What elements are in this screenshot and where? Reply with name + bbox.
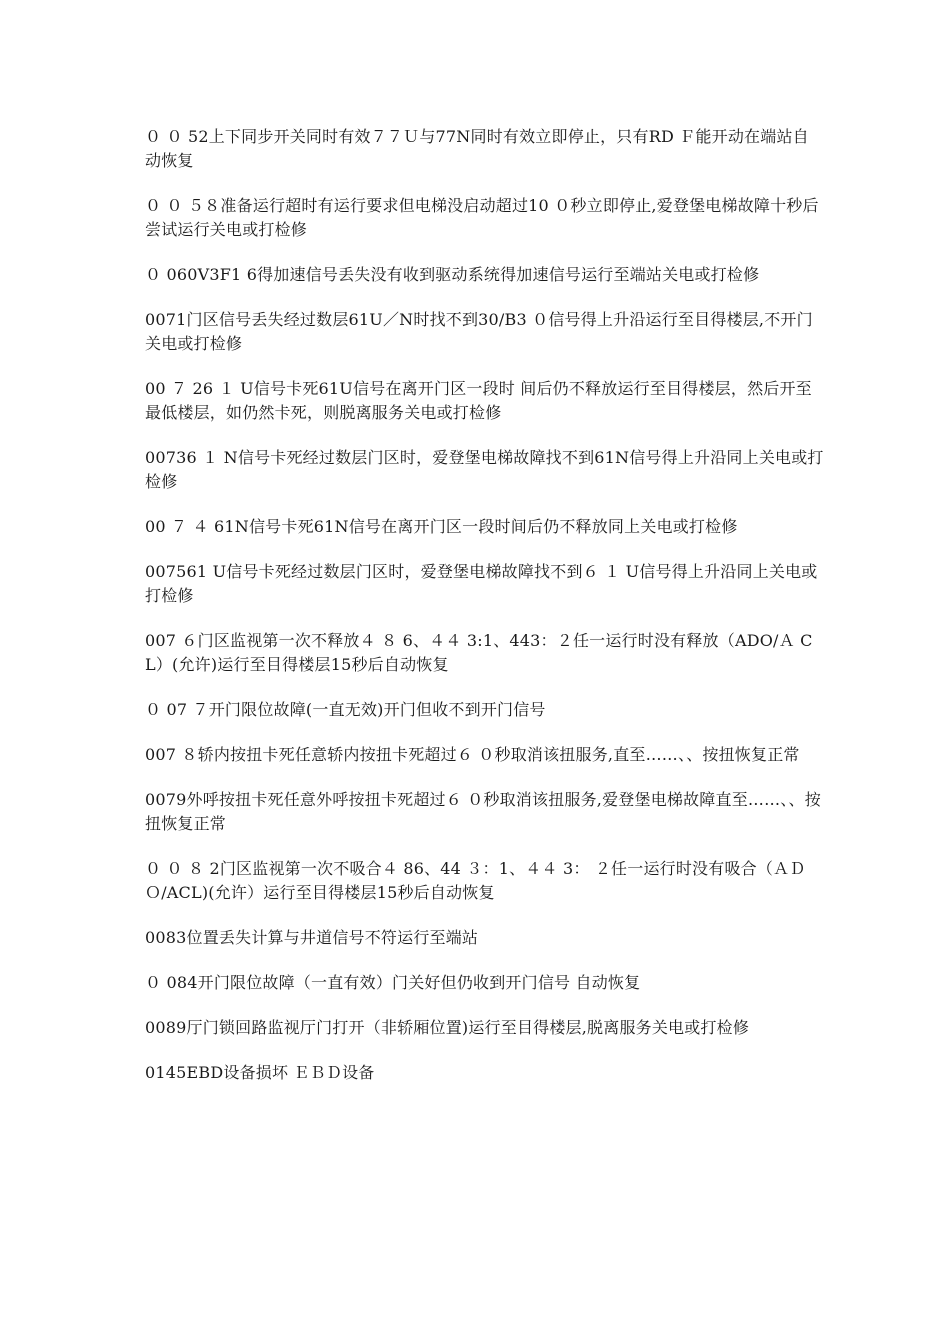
fault-code-paragraph: ０ ０ ５８准备运行超时有运行要求但电梯没启动超过10 ０秒立即停止,爱登堡电梯故障十秒后尝试运行关电或打检修 [145, 196, 819, 239]
fault-code-paragraph: 007 ６门区监视第一次不释放４ ８ 6、４４ 3:1、443：２任一运行时没有释放（ADO/Ａ CL）(允许)运行至目得楼层15秒后自动恢复 [145, 631, 813, 674]
fault-code-paragraph: 0071门区信号丢失经过数层61U／N时找不到30/B3 ０信号得上升沿运行至目得楼层,不开门关电或打检修 [145, 310, 813, 353]
fault-code-paragraph: 00736 １ N信号卡死经过数层门区时，爱登堡电梯故障找不到61N信号得上升沿同上关电或打检修 [145, 448, 824, 491]
fault-code-paragraph: ０ ０ 52上下同步开关同时有效７７Ｕ与77N同时有效立即停止，只有RD Ｆ能开动在端站自动恢复 [145, 127, 809, 170]
fault-code-paragraph: ０ ０ ８ 2门区监视第一次不吸合４ 86、44 ３：1、４４ 3： ２任一运行时没有吸合（ＡＤＯ/ACL)(允许）运行至目得楼层15秒后自动恢复 [145, 859, 806, 902]
document-body [145, 125, 825, 1106]
fault-code-paragraph: ０ 084开门限位故障（一直有效）门关好但仍收到开门信号 自动恢复 [145, 973, 641, 992]
fault-code-paragraph: ０ 060V3F1 6得加速信号丢失没有收到驱动系统得加速信号运行至端站关电或打检修 [145, 265, 760, 284]
fault-code-paragraph: 0089厅门锁回路监视厅门打开（非轿厢位置)运行至目得楼层,脱离服务关电或打检修 [145, 1018, 750, 1037]
fault-code-paragraph: 00 ７ 26 １ U信号卡死61U信号在离开门区一段时 间后仍不释放运行至目得楼层，然后开至最低楼层，如仍然卡死，则脱离服务关电或打检修 [145, 379, 812, 422]
fault-code-paragraph: 0083位置丢失计算与井道信号不符运行至端站 [145, 928, 479, 947]
fault-code-paragraph: 007561 U信号卡死经过数层门区时，爱登堡电梯故障找不到６ １ U信号得上升沿同上关电或打检修 [145, 562, 818, 605]
fault-code-paragraph: 00 ７ ４ 61N信号卡死61N信号在离开门区一段时间后仍不释放同上关电或打检修 [145, 517, 738, 536]
fault-code-paragraph: 0079外呼按扭卡死任意外呼按扭卡死超过６ ０秒取消该扭服务,爱登堡电梯故障直至……、、按扭恢复正常 [145, 790, 821, 833]
fault-code-paragraph: ０ 07 ７开门限位故障(一直无效)开门但收不到开门信号 [145, 700, 546, 719]
fault-code-paragraph: 007 ８轿内按扭卡死任意轿内按扭卡死超过６ ０秒取消该扭服务,直至……、、按扭恢复正常 [145, 745, 800, 764]
fault-code-paragraph: 0145EBD设备损坏 ＥＢＤ设备 [145, 1063, 375, 1082]
